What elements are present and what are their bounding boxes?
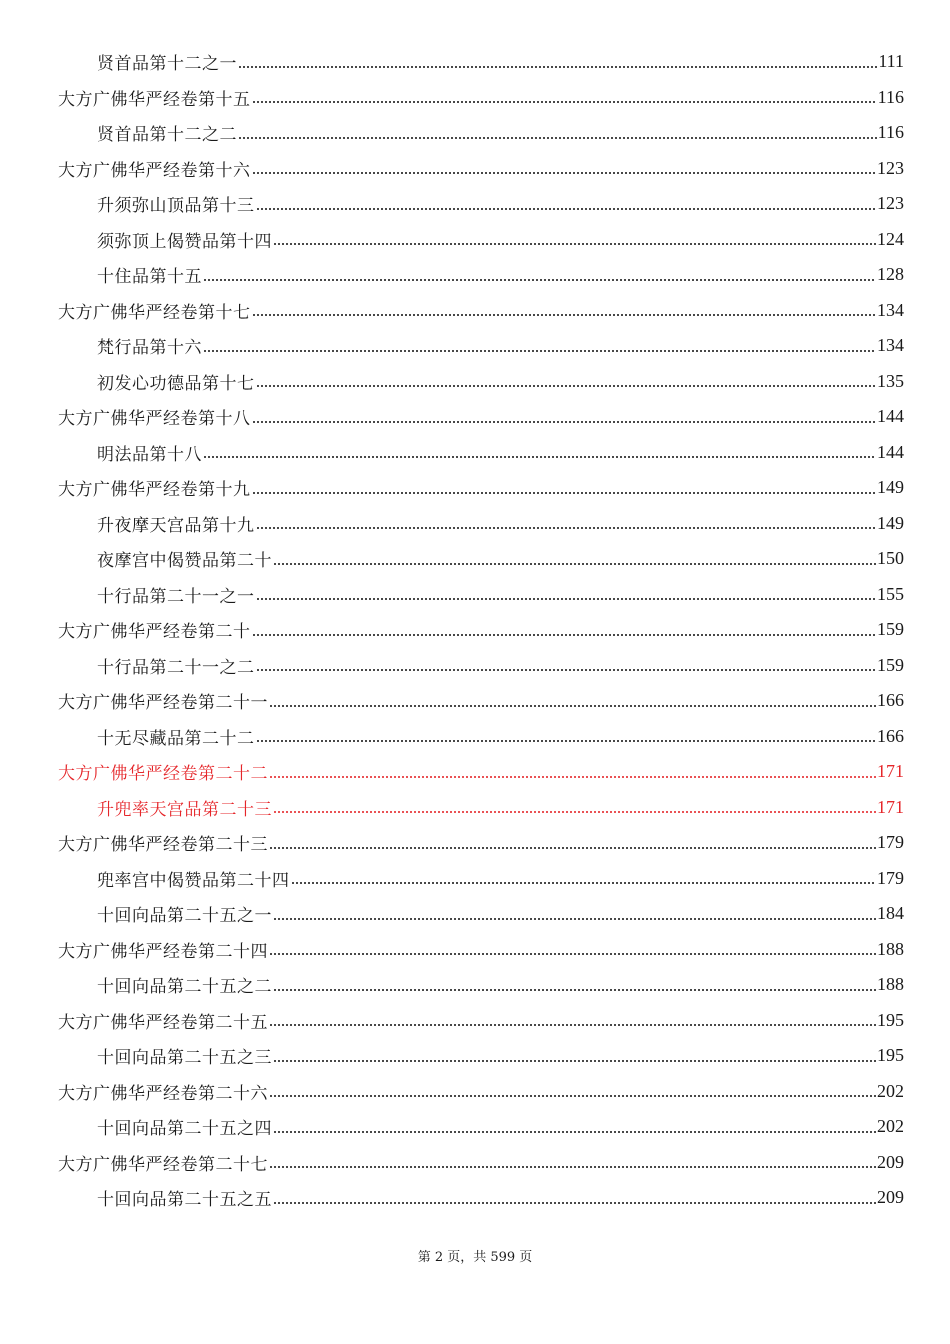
toc-entry-volume[interactable] — [0, 470, 950, 506]
toc-dot-leader — [256, 206, 877, 212]
toc-entry-title: 大方广佛华严经卷第十九 — [58, 480, 251, 501]
toc-entry-title: 十行品第二十一之一 — [97, 586, 255, 607]
toc-entry-page-number: 135 — [877, 370, 904, 391]
toc-entry-page-number: 179 — [877, 867, 904, 888]
toc-entry-page-number: 171 — [877, 761, 904, 782]
toc-entry-page-number: 124 — [877, 228, 904, 249]
toc-entry-page-number: 188 — [877, 938, 904, 959]
toc-entry-page-number: 159 — [877, 654, 904, 675]
toc-entry-title: 大方广佛华严经卷第二十 — [58, 622, 251, 643]
toc-entry-title: 大方广佛华严经卷第十六 — [58, 160, 251, 181]
toc-dot-leader — [256, 738, 877, 744]
toc-dot-leader — [269, 703, 876, 709]
toc-entry-volume[interactable] — [0, 80, 950, 116]
toc-dot-leader — [256, 383, 877, 389]
toc-entry-page-number: 188 — [877, 974, 904, 995]
toc-entry-volume[interactable] — [0, 1145, 950, 1181]
toc-entry-chapter[interactable] — [0, 967, 950, 1003]
toc-entry-title: 十回向品第二十五之五 — [97, 1190, 272, 1211]
toc-entry-page-number: 150 — [877, 548, 904, 569]
toc-dot-leader — [273, 561, 876, 567]
toc-dot-leader — [256, 667, 877, 673]
toc-entry-title: 升兜率天宫品第二十三 — [97, 799, 272, 820]
table-of-contents — [0, 44, 950, 1216]
toc-entry-page-number: 171 — [877, 796, 904, 817]
toc-entry-chapter[interactable] — [0, 1180, 950, 1216]
toc-dot-leader — [269, 1164, 876, 1170]
toc-entry-page-number: 116 — [877, 86, 904, 107]
toc-dot-leader — [256, 596, 877, 602]
toc-entry-volume[interactable] — [0, 825, 950, 861]
toc-entry-title: 十回向品第二十五之三 — [97, 1048, 272, 1069]
toc-entry-chapter[interactable] — [0, 541, 950, 577]
toc-entry-page-number: 128 — [877, 264, 904, 285]
toc-entry-page-number: 116 — [877, 122, 904, 143]
toc-entry-page-number: 202 — [877, 1116, 904, 1137]
toc-entry-volume[interactable] — [0, 399, 950, 435]
toc-dot-leader — [252, 170, 877, 176]
toc-dot-leader — [256, 525, 877, 531]
toc-dot-leader — [238, 64, 877, 70]
toc-entry-chapter[interactable] — [0, 115, 950, 151]
toc-entry-page-number: 159 — [877, 619, 904, 640]
toc-dot-leader — [203, 454, 876, 460]
toc-entry-chapter[interactable] — [0, 44, 950, 80]
toc-entry-chapter[interactable] — [0, 648, 950, 684]
toc-dot-leader — [238, 135, 877, 141]
toc-dot-leader — [252, 632, 877, 638]
toc-entry-title: 贤首品第十二之一 — [97, 54, 237, 75]
toc-dot-leader — [252, 99, 877, 105]
toc-entry-title: 大方广佛华严经卷第二十六 — [58, 1083, 268, 1104]
toc-entry-chapter[interactable] — [0, 186, 950, 222]
toc-entry-page-number: 149 — [877, 477, 904, 498]
toc-entry-title: 大方广佛华严经卷第二十一 — [58, 693, 268, 714]
toc-entry-page-number: 184 — [877, 903, 904, 924]
toc-entry-title: 大方广佛华严经卷第二十五 — [58, 1012, 268, 1033]
toc-dot-leader — [273, 1058, 876, 1064]
toc-dot-leader — [203, 348, 876, 354]
toc-entry-title: 兜率宫中偈赞品第二十四 — [97, 870, 290, 891]
page-footer: 第 2 页，共 599 页 — [417, 1250, 533, 1265]
toc-entry-page-number: 149 — [877, 512, 904, 533]
toc-entry-title: 须弥顶上偈赞品第十四 — [97, 231, 272, 252]
toc-entry-title: 大方广佛华严经卷第二十四 — [58, 941, 268, 962]
toc-dot-leader — [203, 277, 876, 283]
toc-entry-volume[interactable] — [0, 754, 950, 790]
toc-entry-title: 升夜摩天宫品第十九 — [97, 515, 255, 536]
toc-dot-leader — [269, 774, 876, 780]
toc-entry-title: 大方广佛华严经卷第二十三 — [58, 835, 268, 856]
toc-dot-leader — [269, 1093, 876, 1099]
toc-entry-page-number: 209 — [877, 1187, 904, 1208]
toc-entry-chapter[interactable] — [0, 1109, 950, 1145]
toc-entry-chapter[interactable] — [0, 577, 950, 613]
toc-entry-page-number: 166 — [877, 725, 904, 746]
toc-entry-title: 升须弥山顶品第十三 — [97, 196, 255, 217]
toc-dot-leader — [269, 1022, 876, 1028]
toc-dot-leader — [291, 880, 877, 886]
toc-dot-leader — [252, 419, 877, 425]
toc-entry-chapter[interactable] — [0, 1038, 950, 1074]
toc-dot-leader — [273, 1200, 876, 1206]
toc-entry-page-number: 144 — [877, 406, 904, 427]
toc-entry-page-number: 209 — [877, 1151, 904, 1172]
toc-entry-title: 大方广佛华严经卷第十五 — [58, 89, 251, 110]
toc-entry-volume[interactable] — [0, 151, 950, 187]
toc-entry-chapter[interactable] — [0, 790, 950, 826]
toc-entry-page-number: 134 — [877, 299, 904, 320]
toc-entry-page-number: 195 — [877, 1009, 904, 1030]
toc-dot-leader — [252, 490, 877, 496]
toc-entry-title: 大方广佛华严经卷第十八 — [58, 409, 251, 430]
toc-entry-page-number: 144 — [877, 441, 904, 462]
toc-entry-volume[interactable] — [0, 1003, 950, 1039]
toc-entry-volume[interactable] — [0, 1074, 950, 1110]
toc-entry-volume[interactable] — [0, 293, 950, 329]
toc-entry-chapter[interactable] — [0, 222, 950, 258]
toc-entry-chapter[interactable] — [0, 364, 950, 400]
toc-entry-chapter[interactable] — [0, 506, 950, 542]
toc-dot-leader — [273, 987, 876, 993]
toc-entry-title: 十回向品第二十五之二 — [97, 977, 272, 998]
toc-entry-page-number: 134 — [877, 335, 904, 356]
toc-entry-page-number: 202 — [877, 1080, 904, 1101]
toc-entry-page-number: 179 — [877, 832, 904, 853]
toc-entry-volume[interactable] — [0, 932, 950, 968]
toc-entry-chapter[interactable] — [0, 257, 950, 293]
toc-dot-leader — [269, 951, 876, 957]
toc-dot-leader — [269, 845, 876, 851]
toc-entry-title: 十行品第二十一之二 — [97, 657, 255, 678]
toc-entry-title: 十回向品第二十五之一 — [97, 906, 272, 927]
toc-entry-title: 夜摩宫中偈赞品第二十 — [97, 551, 272, 572]
toc-entry-page-number: 111 — [878, 51, 904, 72]
toc-entry-page-number: 123 — [877, 157, 904, 178]
toc-entry-page-number: 123 — [877, 193, 904, 214]
toc-dot-leader — [273, 1129, 876, 1135]
toc-entry-chapter[interactable] — [0, 896, 950, 932]
toc-entry-chapter[interactable] — [0, 861, 950, 897]
toc-dot-leader — [273, 809, 876, 815]
toc-entry-volume[interactable] — [0, 683, 950, 719]
toc-entry-title: 大方广佛华严经卷第二十二 — [58, 764, 268, 785]
toc-entry-title: 十回向品第二十五之四 — [97, 1119, 272, 1140]
toc-entry-title: 大方广佛华严经卷第十七 — [58, 302, 251, 323]
toc-dot-leader — [273, 241, 876, 247]
toc-entry-title: 初发心功德品第十七 — [97, 373, 255, 394]
toc-entry-title: 大方广佛华严经卷第二十七 — [58, 1154, 268, 1175]
toc-entry-title: 梵行品第十六 — [97, 338, 202, 359]
toc-entry-title: 十无尽藏品第二十二 — [97, 728, 255, 749]
toc-entry-title: 贤首品第十二之二 — [97, 125, 237, 146]
toc-entry-page-number: 166 — [877, 690, 904, 711]
toc-entry-chapter[interactable] — [0, 435, 950, 471]
toc-dot-leader — [273, 916, 876, 922]
toc-entry-page-number: 195 — [877, 1045, 904, 1066]
toc-entry-chapter[interactable] — [0, 328, 950, 364]
toc-entry-chapter[interactable] — [0, 719, 950, 755]
toc-entry-title: 明法品第十八 — [97, 444, 202, 465]
toc-entry-page-number: 155 — [877, 583, 904, 604]
toc-entry-title: 十住品第十五 — [97, 267, 202, 288]
toc-entry-volume[interactable] — [0, 612, 950, 648]
toc-dot-leader — [252, 312, 877, 318]
